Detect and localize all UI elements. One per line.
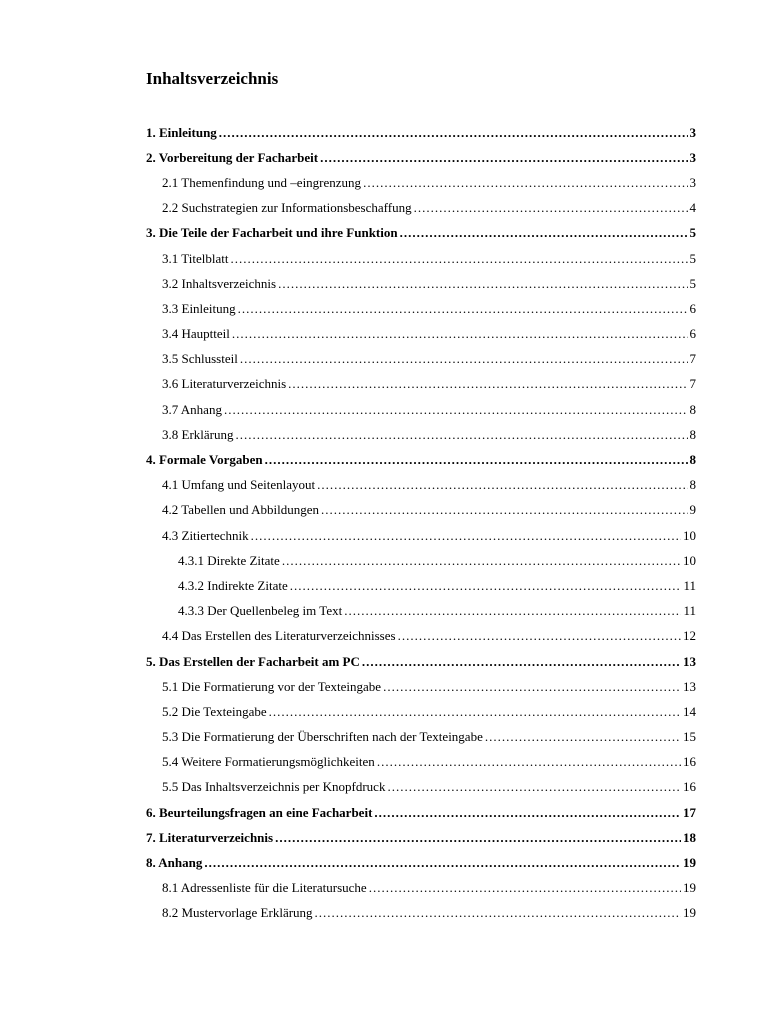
toc-entry[interactable] [0, 825, 770, 850]
toc-entry-row [0, 779, 770, 795]
toc-entry-row [0, 276, 770, 292]
toc-entry-text: 3. Die Teile der Facharbeit und ihre Funktion [146, 225, 398, 241]
toc-entry-page-number: 13 [683, 653, 696, 669]
toc-dot-leader [383, 679, 681, 695]
toc-entry-page-number: 13 [683, 678, 696, 694]
toc-entry-row [0, 729, 770, 745]
toc-entry[interactable] [0, 347, 770, 372]
toc-entry-text: 5.2 Die Texteingabe [162, 703, 267, 719]
toc-entry-row [0, 679, 770, 695]
toc-entry[interactable] [0, 649, 770, 674]
toc-entry[interactable] [0, 725, 770, 750]
toc-dot-leader [278, 276, 687, 292]
toc-entry[interactable] [0, 699, 770, 724]
toc-entry-text: 6. Beurteilungsfragen an eine Facharbeit [146, 804, 373, 820]
toc-dot-leader [240, 351, 688, 367]
toc-entry-text: 5.5 Das Inhaltsverzeichnis per Knopfdruck [162, 779, 386, 795]
toc-dot-leader [232, 326, 688, 342]
toc-entry-row [0, 528, 770, 544]
toc-entry-row [0, 754, 770, 770]
toc-entry[interactable] [0, 221, 770, 246]
toc-dot-leader [288, 376, 687, 392]
toc-entry-text: 1. Einleitung [146, 124, 217, 140]
toc-dot-leader [219, 125, 688, 141]
toc-entry-page-number: 5 [689, 275, 696, 291]
toc-entry-text: 7. Literaturverzeichnis [146, 829, 274, 845]
toc-dot-leader [362, 654, 681, 670]
toc-entry-text: 2.1 Themenfindung und –eingrenzung [162, 174, 362, 190]
toc-entry-row [0, 150, 770, 166]
toc-entry[interactable] [0, 246, 770, 271]
toc-entry-page-number: 5 [689, 225, 696, 241]
toc-entry-page-number: 19 [683, 905, 696, 921]
toc-entry-text: 5. Das Erstellen der Facharbeit am PC [146, 653, 360, 669]
toc-dot-leader [238, 301, 688, 317]
toc-entry[interactable] [0, 573, 770, 598]
toc-entry[interactable] [0, 876, 770, 901]
toc-entry-row [0, 376, 770, 392]
toc-entry[interactable] [0, 271, 770, 296]
toc-entry-page-number: 6 [689, 300, 696, 316]
toc-dot-leader [398, 628, 681, 644]
toc-entry-text: 3.4 Hauptteil [162, 326, 230, 342]
toc-entry[interactable] [0, 322, 770, 347]
toc-entry[interactable] [0, 674, 770, 699]
toc-entry-row [0, 578, 770, 594]
toc-entry[interactable] [0, 750, 770, 775]
toc-entry-text: 3.8 Erklärung [162, 426, 234, 442]
toc-entry[interactable] [0, 523, 770, 548]
toc-title: Inhaltsverzeichnis [146, 69, 279, 88]
toc-entry-page-number: 8 [689, 401, 696, 417]
toc-entry-page-number: 10 [683, 527, 696, 543]
toc-dot-leader [400, 225, 688, 241]
toc-dot-leader [235, 427, 687, 443]
toc-entry-page-number: 8 [689, 477, 696, 493]
toc-entry-page-number: 14 [683, 703, 696, 719]
toc-entry[interactable] [0, 372, 770, 397]
toc-dot-leader [224, 402, 688, 418]
toc-entry-row [0, 427, 770, 443]
toc-entry-page-number: 17 [683, 804, 696, 820]
toc-entry-text: 4.2 Tabellen und Abbildungen [162, 502, 319, 518]
toc-entry[interactable] [0, 775, 770, 800]
toc-entry[interactable] [0, 901, 770, 926]
toc-entry[interactable] [0, 850, 770, 875]
toc-entry-row [0, 251, 770, 267]
toc-entry-row [0, 477, 770, 493]
toc-entry-row [0, 704, 770, 720]
toc-entry[interactable] [0, 548, 770, 573]
toc-entry[interactable] [0, 422, 770, 447]
toc-dot-leader [290, 578, 682, 594]
toc-entry-page-number: 4 [689, 200, 696, 216]
toc-entry-text: 2. Vorbereitung der Facharbeit [146, 149, 319, 165]
toc-entry[interactable] [0, 196, 770, 221]
toc-entry-row [0, 502, 770, 518]
toc-entry-text: 3.1 Titelblatt [162, 250, 229, 266]
toc-entry-row [0, 402, 770, 418]
toc-entry-text: 5.4 Weitere Formatierungsmöglichkeiten [162, 754, 375, 770]
toc-dot-leader [377, 754, 681, 770]
toc-entry-page-number: 8 [689, 426, 696, 442]
toc-entry[interactable] [0, 800, 770, 825]
toc-dot-leader [344, 603, 681, 619]
toc-entry-row [0, 880, 770, 896]
toc-dot-leader [414, 200, 688, 216]
toc-entry-text: 8.2 Mustervorlage Erklärung [162, 905, 313, 921]
toc-dot-leader [204, 855, 681, 871]
toc-list [0, 120, 770, 926]
toc-entry-row [0, 326, 770, 342]
toc-entry-row [0, 125, 770, 141]
toc-dot-leader [374, 805, 681, 821]
toc-entry-row [0, 351, 770, 367]
toc-entry-row [0, 855, 770, 871]
toc-entry-text: 3.2 Inhaltsverzeichnis [162, 275, 277, 291]
toc-entry-page-number: 5 [689, 250, 696, 266]
toc-dot-leader [251, 528, 681, 544]
toc-entry-page-number: 11 [683, 577, 696, 593]
toc-entry-row [0, 225, 770, 241]
toc-entry-row [0, 905, 770, 921]
toc-entry-text: 4.1 Umfang und Seitenlayout [162, 477, 316, 493]
toc-entry-row [0, 628, 770, 644]
toc-dot-leader [275, 830, 681, 846]
toc-entry[interactable] [0, 145, 770, 170]
toc-entry[interactable] [0, 447, 770, 472]
toc-entry[interactable] [0, 624, 770, 649]
toc-entry-text: 4.3.2 Indirekte Zitate [178, 577, 288, 593]
toc-entry[interactable] [0, 599, 770, 624]
toc-dot-leader [282, 553, 681, 569]
toc-entry-text: 8. Anhang [146, 855, 203, 871]
toc-entry-text: 3.6 Literaturverzeichnis [162, 376, 287, 392]
toc-dot-leader [265, 452, 688, 468]
toc-entry-row [0, 805, 770, 821]
toc-entry-text: 2.2 Suchstrategien zur Informationsbeschaffung [162, 200, 412, 216]
toc-dot-leader [317, 477, 687, 493]
toc-entry-text: 5.1 Die Formatierung vor der Texteingabe [162, 678, 382, 694]
toc-entry-text: 4.4 Das Erstellen des Literaturverzeichnisses [162, 628, 396, 644]
toc-entry-page-number: 16 [683, 754, 696, 770]
toc-entry-page-number: 3 [689, 149, 696, 165]
toc-entry-row [0, 452, 770, 468]
toc-entry-text: 4. Formale Vorgaben [146, 452, 263, 468]
toc-dot-leader [320, 150, 687, 166]
toc-entry[interactable] [0, 296, 770, 321]
toc-entry-row [0, 830, 770, 846]
toc-entry-text: 3.7 Anhang [162, 401, 222, 417]
toc-entry-row [0, 175, 770, 191]
toc-entry-page-number: 6 [689, 326, 696, 342]
toc-entry-row [0, 301, 770, 317]
toc-entry-page-number: 7 [689, 351, 696, 367]
toc-entry-page-number: 7 [689, 376, 696, 392]
toc-dot-leader [230, 251, 687, 267]
toc-entry-text: 8.1 Adressenliste für die Literatursuche [162, 880, 367, 896]
toc-entry[interactable] [0, 120, 770, 145]
toc-entry-page-number: 3 [689, 124, 696, 140]
toc-entry-text: 3.3 Einleitung [162, 300, 236, 316]
toc-entry-text: 4.3 Zitiertechnik [162, 527, 249, 543]
toc-entry-page-number: 11 [683, 603, 696, 619]
toc-entry[interactable] [0, 170, 770, 195]
toc-entry[interactable] [0, 473, 770, 498]
toc-entry-row [0, 603, 770, 619]
toc-dot-leader [269, 704, 681, 720]
toc-dot-leader [315, 905, 681, 921]
toc-entry-page-number: 3 [689, 174, 696, 190]
toc-entry-page-number: 15 [683, 729, 696, 745]
toc-entry-page-number: 9 [689, 502, 696, 518]
toc-entry[interactable] [0, 498, 770, 523]
toc-entry-page-number: 19 [683, 855, 696, 871]
toc-entry-page-number: 19 [683, 880, 696, 896]
toc-entry-text: 3.5 Schlussteil [162, 351, 238, 367]
toc-dot-leader [363, 175, 687, 191]
toc-dot-leader [485, 729, 681, 745]
toc-dot-leader [387, 779, 681, 795]
toc-entry-page-number: 18 [683, 829, 696, 845]
toc-entry-text: 4.3.3 Der Quellenbeleg im Text [178, 603, 343, 619]
toc-entry-text: 5.3 Die Formatierung der Überschriften nach der Texteingabe [162, 729, 483, 745]
toc-entry-page-number: 16 [683, 779, 696, 795]
toc-entry-page-number: 10 [683, 552, 696, 568]
toc-entry-page-number: 12 [683, 628, 696, 644]
toc-entry-row [0, 200, 770, 216]
toc-entry-row [0, 553, 770, 569]
toc-entry[interactable] [0, 397, 770, 422]
toc-entry-text: 4.3.1 Direkte Zitate [178, 552, 280, 568]
toc-entry-row [0, 654, 770, 670]
toc-dot-leader [321, 502, 688, 518]
toc-dot-leader [369, 880, 681, 896]
toc-entry-page-number: 8 [689, 452, 696, 468]
